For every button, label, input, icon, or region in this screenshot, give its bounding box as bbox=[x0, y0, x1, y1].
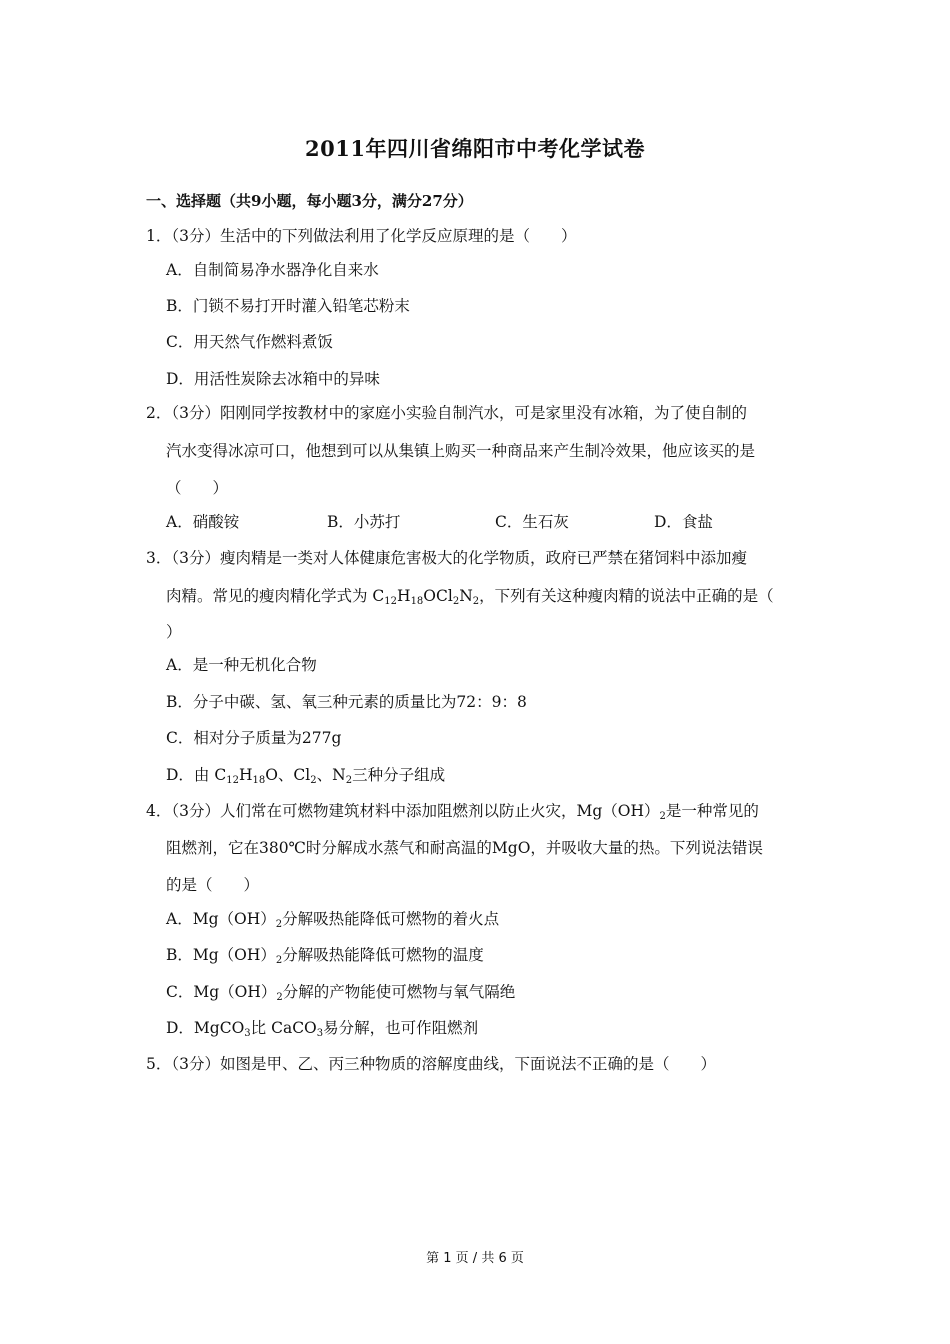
section-header: 一、选择题（共9小题，每小题3分，满分27分） bbox=[146, 192, 473, 210]
q2-option-d: D．食盐 bbox=[654, 513, 713, 531]
page-footer: 第 1 页 / 共 6 页 bbox=[426, 1251, 524, 1266]
q1-option-c: C．用天然气作燃料煮饭 bbox=[166, 333, 333, 351]
q3-option-c: C．相对分子质量为277g bbox=[166, 729, 342, 747]
q1-option-d: D．用活性炭除去冰箱中的异味 bbox=[166, 370, 380, 388]
question-3-stem-line-1: 3．（3分）瘦肉精是一类对人体健康危害极大的化学物质，政府已严禁在猪饲料中添加瘦 bbox=[146, 549, 747, 567]
q2-option-c: C．生石灰 bbox=[495, 513, 569, 531]
question-3-stem-line-3: ） bbox=[166, 623, 182, 641]
question-3-stem-line-2: 肉精。常见的瘦肉精化学式为 $C_{12}H_{18}OCl_2N_2$，下列有关这种瘦肉精的说法中正确的是（ bbox=[166, 587, 774, 607]
question-4-stem-line-1: 4．（3分）人们常在可燃物建筑材料中添加阻燃剂以防止火灾，$Mg(OH)_2$是一种常见的 bbox=[146, 802, 759, 822]
question-5-stem: 5．（3分）如图是甲、乙、丙三种物质的溶解度曲线，下面说法不正确的是（ ） bbox=[146, 1055, 716, 1073]
q4-option-d: D．MgCO$_3$比 CaCO$_3$易分解，也可作阻燃剂 bbox=[166, 1019, 479, 1039]
question-2-stem-line-1: 2．（3分）阳刚同学按教材中的家庭小实验自制汽水，可是家里没有冰箱，为了使自制的 bbox=[146, 404, 747, 422]
q4-option-c: C．$Mg(OH)_2$分解的产物能使可燃物与氧气隔绝 bbox=[166, 983, 516, 1003]
question-2-stem-line-2: 汽水变得冰凉可口，他想到可以从集镇上购买一种商品来产生制冷效果，他应该买的是 bbox=[166, 442, 756, 460]
q4-option-a: A．$Mg(OH)_2$分解吸热能降低可燃物的着火点 bbox=[166, 910, 500, 930]
q2-option-a: A．硝酸铵 bbox=[166, 513, 240, 531]
q1-option-a: A．自制简易净水器净化自来水 bbox=[166, 261, 379, 279]
question-2-stem-line-3: （ ） bbox=[166, 479, 229, 497]
question-4-stem-line-3: 的是（ ） bbox=[166, 876, 260, 894]
question-1-stem: 1．（3分）生活中的下列做法利用了化学反应原理的是（ ） bbox=[146, 227, 577, 245]
exam-title: 2011年四川省绵阳市中考化学试卷 bbox=[305, 136, 645, 161]
q3-option-b: B．分子中碳、氢、氧三种元素的质量比为72：9：8 bbox=[166, 693, 527, 711]
q3-option-a: A．是一种无机化合物 bbox=[166, 656, 317, 674]
q2-option-b: B．小苏打 bbox=[327, 513, 401, 531]
q1-option-b: B．门锁不易打开时灌入铅笔芯粉末 bbox=[166, 297, 410, 315]
q4-option-b: B．$Mg(OH)_2$分解吸热能降低可燃物的温度 bbox=[166, 946, 484, 966]
q3-option-d: D．由 $C_{12}H_{18}O$、$Cl_2$、$N_2$三种分子组成 bbox=[166, 766, 446, 786]
question-4-stem-line-2: 阻燃剂，它在380℃时分解成水蒸气和耐高温的MgO，并吸收大量的热。下列说法错误 bbox=[166, 839, 763, 857]
